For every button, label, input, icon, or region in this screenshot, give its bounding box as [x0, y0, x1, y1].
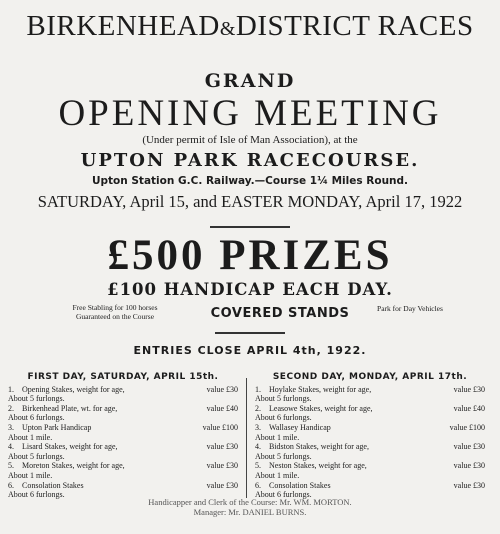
first-day-heading: FIRST DAY, SATURDAY, APRIL 15th.: [27, 372, 219, 382]
title-part-2: DISTRICT RACES: [235, 10, 474, 42]
race-distance: About 1 mile.: [255, 470, 300, 480]
race-entry: [8, 385, 238, 395]
title-part-1: BIRKENHEAD: [26, 10, 220, 42]
officials-line-2: Manager: Mr. DANIEL BURNS.: [193, 507, 307, 517]
race-number: 2.: [255, 403, 261, 413]
poster-title: [0, 10, 500, 43]
race-value: value £30: [453, 384, 485, 394]
race-entry: [8, 423, 238, 433]
race-title: Wallasey Handicap: [269, 422, 331, 432]
race-title: Leasowe Stakes, weight for age,: [269, 403, 373, 413]
race-value: value £30: [206, 384, 238, 394]
race-entry: [8, 481, 238, 491]
officials: [0, 497, 500, 517]
race-distance: About 1 mile.: [255, 432, 300, 442]
race-entry: [8, 461, 238, 471]
race-entry: [255, 442, 485, 452]
race-value: value £30: [206, 461, 238, 471]
race-number: 5.: [8, 461, 14, 471]
race-entry: [255, 404, 485, 414]
race-number: 2.: [8, 403, 14, 413]
race-distance: About 6 furlongs.: [8, 413, 65, 423]
race-number: 1.: [8, 384, 14, 394]
second-day-races: [255, 385, 485, 500]
venue-heading: UPTON PARK RACECOURSE.: [80, 150, 420, 171]
race-number: 6.: [8, 480, 14, 490]
divider-rule: [215, 332, 285, 334]
race-value: value £100: [449, 422, 485, 432]
race-entry: [255, 385, 485, 395]
race-distance: About 1 mile.: [8, 470, 53, 480]
race-number: 1.: [255, 384, 261, 394]
first-day-column: [8, 373, 238, 500]
race-entry: [8, 404, 238, 414]
race-number: 5.: [255, 461, 261, 471]
grand-heading: GRAND: [204, 70, 296, 92]
entries-close: ENTRIES CLOSE APRIL 4th, 1922.: [133, 344, 367, 357]
race-value: value £30: [453, 461, 485, 471]
race-value: value £30: [453, 442, 485, 452]
race-value: value £40: [453, 403, 485, 413]
race-distance: About 5 furlongs.: [8, 451, 65, 461]
race-title: Consolation Stakes: [22, 480, 84, 490]
first-day-races: [8, 385, 238, 500]
opening-meeting-heading: OPENING MEETING: [58, 93, 442, 134]
race-distance: About 6 furlongs.: [8, 490, 65, 500]
race-entry: [255, 481, 485, 491]
race-distance: About 5 furlongs.: [255, 394, 312, 404]
race-value: value £30: [206, 480, 238, 490]
race-value: value £100: [202, 422, 238, 432]
race-number: 6.: [255, 480, 261, 490]
meeting-dates: SATURDAY, April 15, and EASTER MONDAY, April 17, 1922: [37, 192, 463, 211]
prizes-heading: £500 PRIZES: [107, 232, 393, 279]
race-title: Bidston Stakes, weight for age,: [269, 442, 369, 452]
race-entry: [8, 442, 238, 452]
park-note: Park for Day Vehicles: [377, 304, 443, 313]
race-distance: About 1 mile.: [8, 432, 53, 442]
race-distance: About 6 furlongs.: [255, 413, 312, 423]
second-day-column: [255, 373, 485, 500]
race-entry: [255, 461, 485, 471]
column-divider: [246, 378, 247, 498]
race-value: value £30: [453, 480, 485, 490]
second-day-heading: SECOND DAY, MONDAY, APRIL 17th.: [272, 372, 468, 382]
race-title: Lisard Stakes, weight for age,: [22, 442, 118, 452]
race-value: value £40: [206, 403, 238, 413]
race-number: 4.: [8, 442, 14, 452]
handicap-line: £100 HANDICAP EACH DAY.: [107, 280, 393, 299]
race-title: Hoylake Stakes, weight for age,: [269, 384, 372, 394]
station-line: Upton Station G.C. Railway.—Course 1¼ Miles Round.: [91, 175, 409, 187]
race-value: value £30: [206, 442, 238, 452]
race-number: 3.: [8, 422, 14, 432]
title-ampersand: &: [219, 18, 236, 40]
race-title: Upton Park Handicap: [22, 422, 92, 432]
race-distance: About 5 furlongs.: [8, 394, 65, 404]
race-title: Opening Stakes, weight for age,: [22, 384, 125, 394]
stabling-note: Free Stabling for 100 horses Guaranteed on the Course: [72, 303, 158, 321]
race-distance: About 5 furlongs.: [255, 451, 312, 461]
officials-line-1: Handicapper and Clerk of the Course: Mr. WM. MORTON.: [148, 497, 352, 507]
divider-rule: [210, 226, 290, 228]
permit-line: (Under permit of Isle of Man Association), at the: [142, 134, 358, 146]
covered-stands: COVERED STANDS: [210, 306, 350, 321]
race-distance: About 6 furlongs.: [255, 490, 312, 500]
race-number: 4.: [255, 442, 261, 452]
race-number: 3.: [255, 422, 261, 432]
race-title: Birkenhead Plate, wt. for age,: [22, 403, 118, 413]
race-entry: [255, 423, 485, 433]
race-title: Moreton Stakes, weight for age,: [22, 461, 125, 471]
race-title: Neston Stakes, weight for age,: [269, 461, 367, 471]
race-title: Consolation Stakes: [269, 480, 331, 490]
